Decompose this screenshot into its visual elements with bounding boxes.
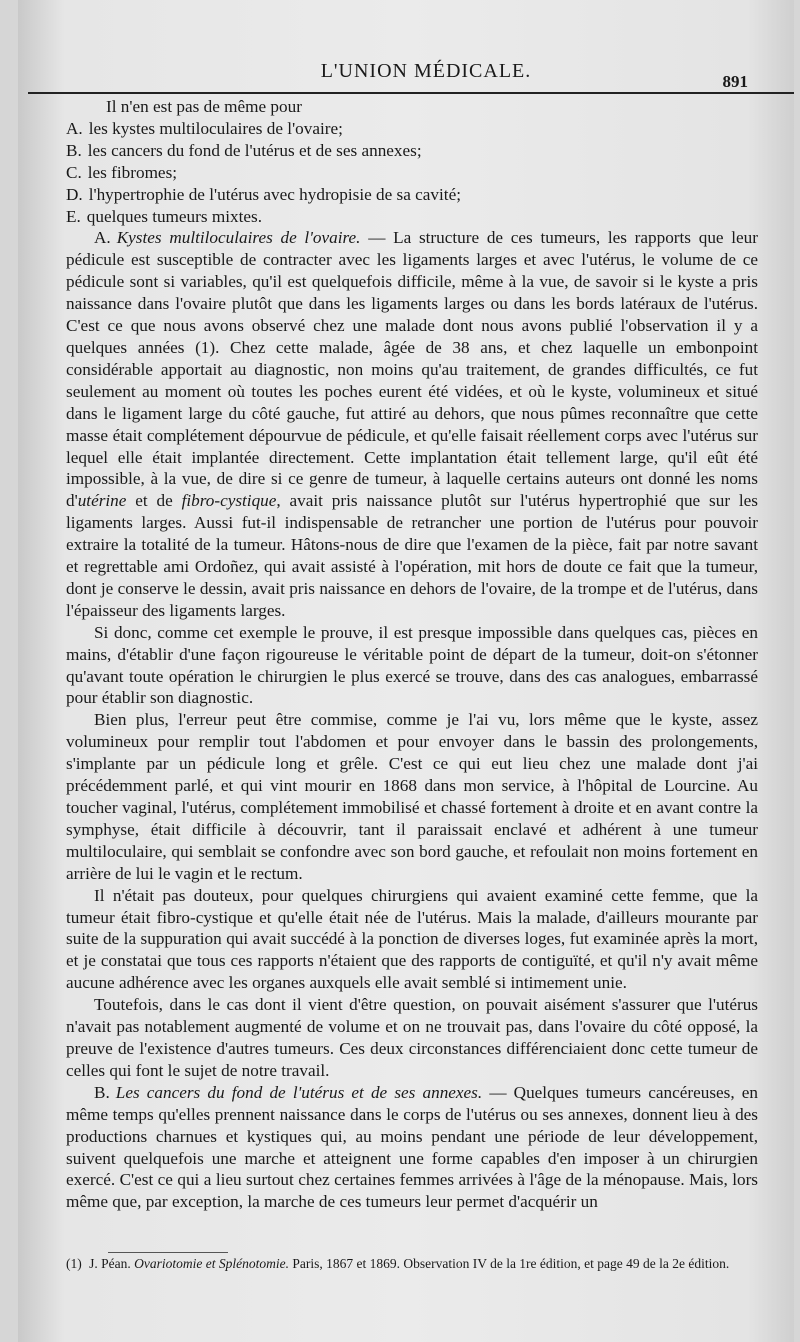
page-number: 891	[722, 72, 748, 91]
footnote-author: J. Péan.	[89, 1256, 131, 1271]
running-title: L'UNION MÉDICALE.	[320, 60, 532, 82]
document-page	[18, 0, 794, 1342]
section-b-letter: B.	[94, 1082, 110, 1102]
footnote	[66, 1256, 758, 1272]
list-letter: C.	[66, 162, 82, 182]
section-a-term-1: utérine	[77, 491, 127, 511]
section-a-heading: Kystes multiloculaires de l'ovaire.	[116, 228, 361, 248]
paragraph-4: Il n'était pas douteux, pour quelques chirurgiens qui avaient examiné cette femme, que la tumeur était fibro-cystique et qu'elle était née de l'utérus. Mais la malade, d'ailleurs mourante par suite de la suppuration qui avait succédé à la ponction de diverses loges, fut examinée après la mort, et je constatai que tous ces rapports n'étaient que des rapports de contiguïté, et qu'il n'y avait même aucune adhérence avec les organes auxquels elle avait semblé si intimement unie.	[66, 885, 758, 993]
section-a-text-3: , avait pris naissance plutôt sur l'utérus hypertrophié que sur les ligaments larges. Aussi fut-il indispensable de retrancher une portion de l'utérus pour pouvoir extraire la totalité de la tumeur. Hâtons-nous de dire que l'examen de la pièce, fait par notre savant et regrettable ami Ordoñez, qui avait assisté à l'opération, mit hors de doute ce fait que la tumeur, dont je conserve le dessin, avait pris naissance en dehors de l'ovaire, de la trompe et de l'utérus, dans l'épaisseur des ligaments larges.	[66, 491, 758, 620]
section-a-paragraph	[66, 227, 758, 621]
list-letter: A.	[66, 118, 83, 138]
list-text: les fibromes;	[87, 162, 178, 182]
page-header	[60, 0, 752, 92]
list-item	[66, 118, 758, 140]
footnote-title: Ovariotomie et Splénotomie.	[134, 1256, 289, 1271]
list-item	[66, 184, 758, 206]
section-b-heading: Les cancers du fond de l'utérus et de ses annexes.	[115, 1082, 483, 1102]
list-item	[66, 162, 758, 184]
list-letter: E.	[66, 206, 81, 226]
paragraph-5: Toutefois, dans le cas dont il vient d'être question, on pouvait aisément s'assurer que l'utérus n'avait pas notablement augmenté de volume et on ne trouvait pas, dans l'ovaire du côté opposé, la preuve de l'existence d'autres tumeurs. Ces deux circonstances différenciaient donc cette tumeur de celles qui font le sujet de notre travail.	[66, 995, 758, 1080]
list-item	[66, 206, 758, 228]
paragraph-2: Si donc, comme cet exemple le prouve, il est presque impossible dans quelques cas, pièces en mains, d'établir d'une façon rigoureuse le véritable point de départ de la tumeur, doit-on s'étonner qu'avant toute opération le chirurgien le plus exercé se trouve, dans des cas analogues, embarrassé pour établir son diagnostic.	[66, 622, 758, 708]
list-text: les cancers du fond de l'utérus et de ses annexes;	[87, 140, 422, 160]
section-b-paragraph	[66, 1082, 758, 1213]
body-text	[66, 96, 758, 1213]
footnote-rule	[108, 1252, 228, 1253]
section-a-letter: A.	[94, 228, 111, 248]
list-text: les kystes multiloculaires de l'ovaire;	[88, 118, 343, 138]
footnote-number: (1)	[66, 1256, 82, 1271]
list-letter: B.	[66, 140, 82, 160]
list-letter: D.	[66, 184, 83, 204]
list-item	[66, 140, 758, 162]
header-rule	[28, 92, 794, 94]
intro-line: Il n'en est pas de même pour	[106, 97, 302, 116]
section-a-text-1: — La structure de ces tumeurs, les rapports que leur pédicule est susceptible de contracter avec les ligaments larges et avec l'utérus, le volume de ce pédicule sont si variables, qu'il est quelquefois difficile, même à la vue, de savoir si le kyste a pris naissance dans l'ovaire plutôt que dans les ligaments larges ou dans les bords latéraux de l'utérus. C'est ce que nous avons observé chez une malade dont nous avons publié l'observation il y a quelques années (1). Chez cette malade, âgée de 38 ans, et chez laquelle un embonpoint considérable apportait au diagnostic, non moins qu'au traitement, de grandes difficultés, ce fut seulement au moment où toutes les poches eurent été vidées, et où le kyste, volumineux et situé dans le ligament large du côté gauche, fut attiré au dehors, que nous pûmes reconnaître que cette masse était complétement dépourvue de pédicule, et qu'elle faisait réellement corps avec l'utérus sur lequel elle était implantée directement. Cette implantation était tellement large, qu'il eût été impossible, à la vue, de dire si ce genre de tumeur, à laquelle certains auteurs ont donné les noms d'	[66, 228, 758, 511]
list-text: l'hypertrophie de l'utérus avec hydropisie de sa cavité;	[88, 184, 461, 204]
section-a-term-2: fibro-cystique	[181, 491, 277, 511]
section-b-text: — Quelques tumeurs cancéreuses, en même temps qu'elles prennent naissance dans le corps de l'utérus ou ses annexes, donnent lieu à des productions charnues et kystiques qui, au moins pendant une période de leur développement, suivent quelquefois une marche et atteignent une forme capables d'en imposer à un chirurgien exercé. C'est ce qui a lieu surtout chez certaines femmes arrivées à l'âge de la ménopause. Mais, lors même que, par exception, la marche de ces tumeurs leur permet d'acquérir un	[66, 1082, 759, 1212]
footnote-rest: Paris, 1867 et 1869. Observation IV de la 1re édition, et page 49 de la 2e édition.	[288, 1256, 730, 1271]
list-text: quelques tumeurs mixtes.	[86, 206, 262, 226]
paragraph-3: Bien plus, l'erreur peut être commise, comme je l'ai vu, lors même que le kyste, assez volumineux pour remplir tout l'abdomen et pour envoyer dans le bassin des prolongements, s'implante par un pédicule long et grêle. C'est ce qui eut lieu chez une malade dont j'ai précédemment parlé, et qui vint mourir en 1868 dans mon service, à l'hôpital de Lourcine. Au toucher vaginal, l'utérus, complétement immobilisé et chassé fortement à droite et en avant contre la symphyse, était difficile à découvrir, tant il paraissait enclavé et adhérent à une tumeur multiloculaire, qui semblait se confondre avec son bord gauche, et refoulait non moins fortement en arrière de lui le vagin et le rectum.	[66, 710, 758, 883]
section-a-text-2: et de	[126, 491, 182, 511]
